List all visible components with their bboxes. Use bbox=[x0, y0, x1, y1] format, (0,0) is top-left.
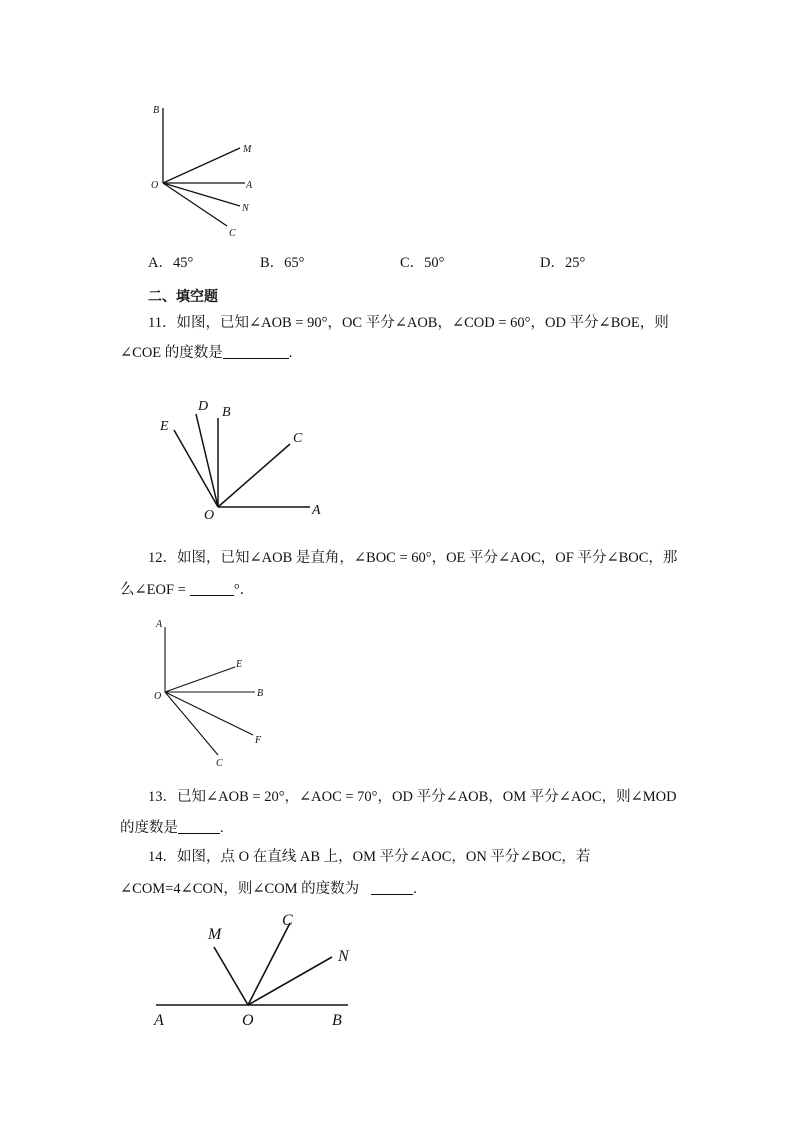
label-n: N bbox=[338, 948, 349, 965]
choice-b bbox=[260, 253, 304, 273]
label-e: E bbox=[160, 419, 169, 434]
q13-answer-blank[interactable] bbox=[178, 819, 220, 834]
q12-line2-end: °． bbox=[233, 582, 255, 598]
label-m: M bbox=[243, 144, 252, 155]
figure-q14 bbox=[148, 905, 368, 1033]
q12-line2-text: 么∠EOF = bbox=[120, 582, 186, 598]
label-b: B bbox=[153, 105, 160, 116]
label-a: A bbox=[312, 503, 321, 518]
label-f: F bbox=[255, 735, 262, 746]
q12-answer-blank[interactable] bbox=[190, 581, 234, 596]
q13-line2-text: 的度数是 bbox=[120, 820, 178, 836]
label-d: D bbox=[198, 399, 209, 414]
figure-q11 bbox=[150, 392, 340, 522]
figure-q12 bbox=[150, 615, 280, 770]
q11-line2-end: . bbox=[288, 345, 293, 361]
label-o: O bbox=[154, 691, 162, 702]
label-o: O bbox=[151, 180, 159, 191]
q13-line1: 13．已知∠AOB = 20°，∠AOC = 70°，OD 平分∠AOB，OM 平分∠AOC，则∠MOD bbox=[148, 789, 677, 805]
q11-line1: 11．如图，已知∠AOB = 90°，OC 平分∠AOB，∠COD = 60°，OD 平分∠BOE，则 bbox=[148, 315, 669, 331]
ray-od bbox=[196, 414, 218, 507]
label-b: B bbox=[222, 405, 231, 420]
choice-a-letter: A． bbox=[148, 255, 173, 271]
choice-b-letter: B． bbox=[260, 255, 285, 271]
q14-line2-end: . bbox=[413, 881, 417, 897]
q14-answer-blank[interactable] bbox=[371, 880, 413, 895]
choice-d-letter: D． bbox=[540, 255, 565, 271]
label-a: A bbox=[154, 1012, 164, 1029]
label-c: C bbox=[282, 912, 293, 929]
ray-of bbox=[165, 692, 253, 735]
choice-c-value: 50° bbox=[424, 255, 445, 271]
ray-om bbox=[214, 947, 248, 1005]
label-o: O bbox=[204, 508, 215, 523]
choice-a bbox=[148, 253, 193, 273]
label-o: O bbox=[242, 1012, 254, 1029]
label-a: A bbox=[156, 619, 163, 630]
q13-line2-end: . bbox=[220, 820, 224, 836]
choice-a-value: 45° bbox=[172, 255, 194, 271]
q13-line2 bbox=[120, 818, 224, 838]
choice-c bbox=[400, 253, 444, 273]
q11-answer-blank[interactable] bbox=[223, 344, 289, 359]
q12-line1: 12．如图，已知∠AOB 是直角，∠BOC = 60°，OE 平分∠AOC，OF 平分∠BOC，那 bbox=[148, 550, 678, 566]
q11-line2 bbox=[120, 343, 292, 363]
choice-c-letter: C． bbox=[400, 255, 425, 271]
q11-line2-text: ∠COE 的度数是 bbox=[120, 345, 223, 361]
q14-line2 bbox=[120, 879, 417, 899]
label-m: M bbox=[208, 926, 222, 943]
choice-d bbox=[540, 253, 585, 273]
label-e: E bbox=[236, 659, 243, 670]
section-title: 二、填空题 bbox=[148, 288, 218, 304]
ray-om bbox=[163, 148, 240, 183]
ray-oc bbox=[165, 692, 218, 755]
label-b: B bbox=[332, 1012, 342, 1029]
choice-b-value: 65° bbox=[284, 255, 305, 271]
ray-on bbox=[163, 183, 240, 206]
ray-oe bbox=[174, 430, 218, 507]
choice-d-value: 25° bbox=[564, 255, 586, 271]
label-c: C bbox=[293, 431, 303, 446]
label-n: N bbox=[242, 203, 249, 214]
q14-line1: 14．如图，点 O 在直线 AB 上，OM 平分∠AOC，ON 平分∠BOC，若 bbox=[148, 849, 591, 865]
ray-oc bbox=[163, 183, 227, 226]
label-b: B bbox=[257, 688, 264, 699]
q14-line2-text: ∠COM=4∠CON，则∠COM 的度数为 bbox=[120, 881, 360, 897]
ray-oc bbox=[218, 444, 290, 507]
label-c: C bbox=[229, 228, 236, 239]
figure-q10 bbox=[145, 98, 275, 243]
label-a: A bbox=[246, 180, 253, 191]
ray-oe bbox=[165, 667, 235, 692]
q12-line2 bbox=[120, 580, 254, 600]
label-c: C bbox=[216, 758, 223, 769]
